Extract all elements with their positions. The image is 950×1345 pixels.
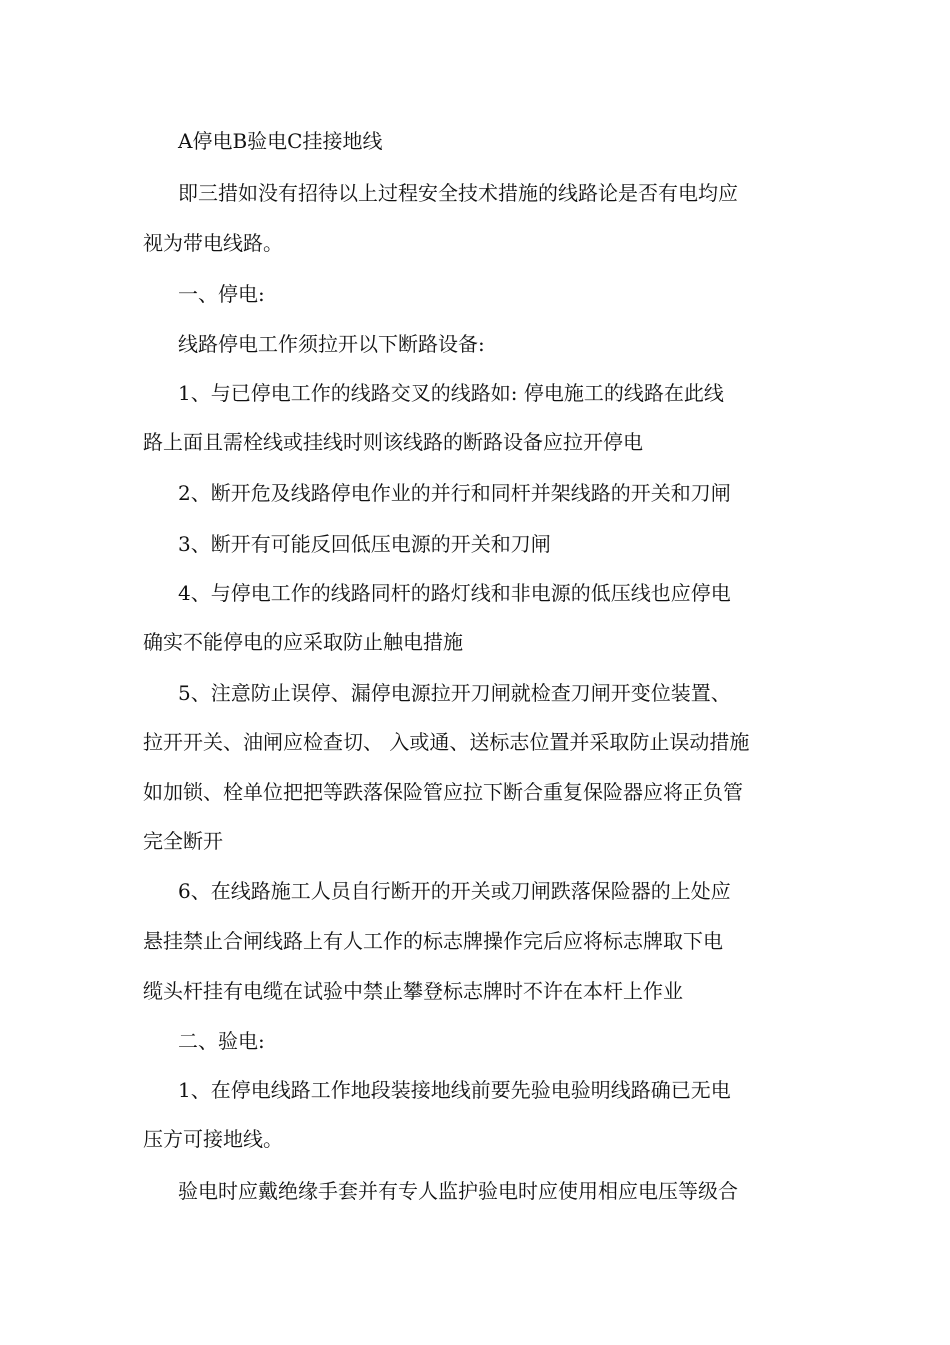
paragraph-line: 如加锁、栓单位把把等跌落保险管应拉下断合重复保险器应将正负管 (143, 780, 743, 804)
list-item: 3、断开有可能反回低压电源的开关和刀闸 (178, 532, 551, 556)
paragraph-line: 缆头杆挂有电缆在试验中禁止攀登标志牌时不许在本杆上作业 (143, 979, 683, 1003)
section-heading: 一、停电: (178, 282, 265, 306)
list-item: 1、与已停电工作的线路交叉的线路如: 停电施工的线路在此线 (178, 381, 724, 405)
paragraph-line: 压方可接地线。 (143, 1127, 283, 1151)
paragraph-line: 验电时应戴绝缘手套并有专人监护验电时应使用相应电压等级合 (178, 1179, 738, 1203)
paragraph-line: 路上面且需栓线或挂线时则该线路的断路设备应拉开停电 (143, 430, 643, 454)
paragraph-line: 确实不能停电的应采取防止触电措施 (143, 630, 463, 654)
paragraph-line: 视为带电线路。 (143, 231, 283, 255)
section-heading: 二、验电: (178, 1029, 265, 1053)
paragraph-line: 即三措如没有招待以上过程安全技术措施的线路论是否有电均应 (178, 181, 738, 205)
list-item: 6、在线路施工人员自行断开的开关或刀闸跌落保险器的上处应 (178, 879, 731, 903)
list-item: 2、断开危及线路停电作业的并行和同杆并架线路的开关和刀闸 (178, 481, 731, 505)
list-item: 1、在停电线路工作地段装接地线前要先验电验明线路确已无电 (178, 1078, 731, 1102)
paragraph-line: A停电B验电C挂接地线 (178, 129, 383, 153)
paragraph-line: 线路停电工作须拉开以下断路设备: (178, 332, 485, 356)
paragraph-line: 拉开开关、油闸应检查切、 入或通、送标志位置并采取防止误动措施 (143, 730, 750, 754)
list-item: 5、注意防止误停、漏停电源拉开刀闸就检查刀闸开变位装置、 (178, 681, 731, 705)
paragraph-line: 完全断开 (143, 829, 223, 853)
paragraph-line: 悬挂禁止合闸线路上有人工作的标志牌操作完后应将标志牌取下电 (143, 929, 723, 953)
list-item: 4、与停电工作的线路同杆的路灯线和非电源的低压线也应停电 (178, 581, 731, 605)
